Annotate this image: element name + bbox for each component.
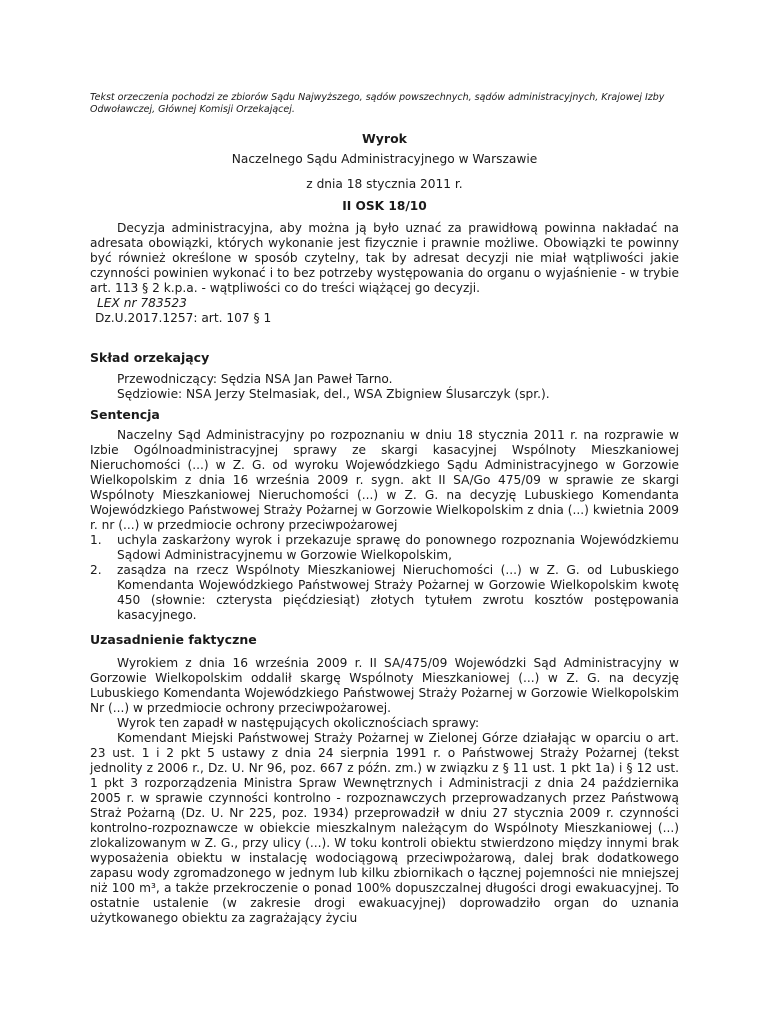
panel-judges: Sędziowie: NSA Jerzy Stelmasiak, del., WSA Zbigniew Ślusarczyk (spr.). bbox=[117, 387, 550, 401]
sentencja-heading: Sentencja bbox=[90, 407, 160, 422]
list-item-text: uchyla zaskarżony wyrok i przekazuje sprawę do ponownego rozpoznania Wojewódzkiemu Sądowi Administracyjnemu w Gorzowie Wielkopolskim, bbox=[117, 533, 679, 562]
source-note: Tekst orzeczenia pochodzi ze zbiorów Sądu Najwyższego, sądów powszechnych, sądów administracyjnych, Krajowej Izby Odwoławczej, Głównej Komisji Orzekającej. bbox=[90, 92, 665, 115]
court-name: Naczelnego Sądu Administracyjnego w Warszawie bbox=[231, 152, 538, 166]
sentencja-orders bbox=[90, 533, 679, 623]
list-item-number: 1. bbox=[90, 533, 102, 547]
sentencja-intro: Naczelny Sąd Administracyjny po rozpoznaniu w dniu 18 stycznia 2011 r. na rozprawie w Izbie Ogólnoadministracyjnej sprawy ze skargi kasacyjnej Wspólnoty Mieszkaniowej Nieruchomości (...) w Z. G. od wyroku Wojewódzkiego Sądu Administracyjnego w Gorzowie Wielkopolskim z dnia 16 września 2009 r. sygn. akt II SA/Go 475/09 w sprawie ze skargi Wspólnoty Mieszkaniowej Nieruchomości (...) w Z. G. na decyzję Lubuskiego Komendanta Wojewódzkiego Państwowej Straży Pożarnej w Gorzowie Wielkopolskim z dnia (...) kwietnia 2009 r. nr (...) w przedmiocie ochrony przeciwpożarowej bbox=[90, 428, 679, 532]
list-item bbox=[90, 533, 679, 563]
document-title: Wyrok bbox=[361, 131, 407, 146]
case-signature: II OSK 18/10 bbox=[342, 199, 427, 213]
statute-reference: Dz.U.2017.1257: art. 107 § 1 bbox=[95, 311, 272, 325]
justification-paragraph-1: Wyrokiem z dnia 16 września 2009 r. II SA/475/09 Wojewódzki Sąd Administracyjny w Gorzowie Wielkopolskim oddalił skargę Wspólnoty Mieszkaniowej (...) w Z. G. na decyzję Lubuskiego Komendanta Wojewódzkiego Państwowej Straży Pożarnej w Gorzowie Wielkopolskim Nr (...) w przedmiocie ochrony przeciwpożarowej. bbox=[90, 656, 679, 715]
justification-paragraph-3: Komendant Miejski Państwowej Straży Pożarnej w Zielonej Górze działając w oparciu o art. 23 ust. 1 i 2 pkt 5 ustawy z dnia 24 sierpnia 1991 r. o Państwowej Straży Pożarnej (tekst jednolity z 2006 r., Dz. U. Nr 96, poz. 667 z późn. zm.) w związku z § 11 ust. 1 pkt 1a) i § 12 ust. 1 pkt 3 rozporządzenia Ministra Spraw Wewnętrznych i Administracji z dnia 24 października 2005 r. w sprawie czynności kontrolno - rozpoznawczych przeprowadzanych przez Państwową Straż Pożarną (Dz. U. Nr 225, poz. 1934) przeprowadził w dniu 27 stycznia 2009 r. czynności kontrolno-rozpoznawcze w obiekcie mieszkalnym należącym do Wspólnoty Mieszkaniowej (...) zlokalizowanym w Z. G., przy ulicy (...). W toku kontroli obiektu stwierdzono między innymi brak wyposażenia obiektu w instalację wodociągową przeciwpożarową, dalej brak dodatkowego zapasu wody zgromadzonego w jednym lub kilku zbiornikach o łącznej pojemności nie mniejszej niż 100 m³, a także przekroczenie o ponad 100% dopuszczalnej długości drogi ewakuacyjnej. To ostatnie ustalenie (w zakresie drogi ewakuacyjnej) doprowadziło organ do uznania użytkowanego obiektu za zagrażający życiu bbox=[90, 731, 679, 925]
justification-paragraph-2: Wyrok ten zapadł w następujących okolicznościach sprawy: bbox=[117, 716, 480, 730]
judgment-date: z dnia 18 stycznia 2011 r. bbox=[306, 177, 463, 191]
panel-chair: Przewodniczący: Sędzia NSA Jan Paweł Tarno. bbox=[117, 372, 393, 386]
list-item-number: 2. bbox=[90, 563, 102, 577]
document-page bbox=[90, 92, 679, 926]
thesis-paragraph: Decyzja administracyjna, aby można ją było uznać za prawidłową powinna nakładać na adresata obowiązki, których wykonanie jest fizycznie i prawnie możliwe. Obowiązki te powinny być również określone w sposób czytelny, tak by adresat decyzji nie miał wątpliwości jakie czynności powinien wykonać i to bez potrzeby występowania do organu o wyjaśnienie - w trybie art. 113 § 2 k.p.a. - wątpliwości co do treści wiążącej go decyzji. bbox=[90, 221, 679, 295]
lex-reference: LEX nr 783523 bbox=[97, 296, 187, 310]
list-item bbox=[90, 563, 679, 623]
panel-heading: Skład orzekający bbox=[90, 350, 210, 365]
justification-heading: Uzasadnienie faktyczne bbox=[90, 632, 257, 647]
list-item-text: zasądza na rzecz Wspólnoty Mieszkaniowej Nieruchomości (...) w Z. G. od Lubuskiego Komendanta Wojewódzkiego Państwowej Straży Pożarnej w Gorzowie Wielkopolskim kwotę 450 (słownie: czterysta pięćdziesiąt) złotych tytułem zwrotu kosztów postępowania kasacyjnego. bbox=[117, 563, 679, 622]
